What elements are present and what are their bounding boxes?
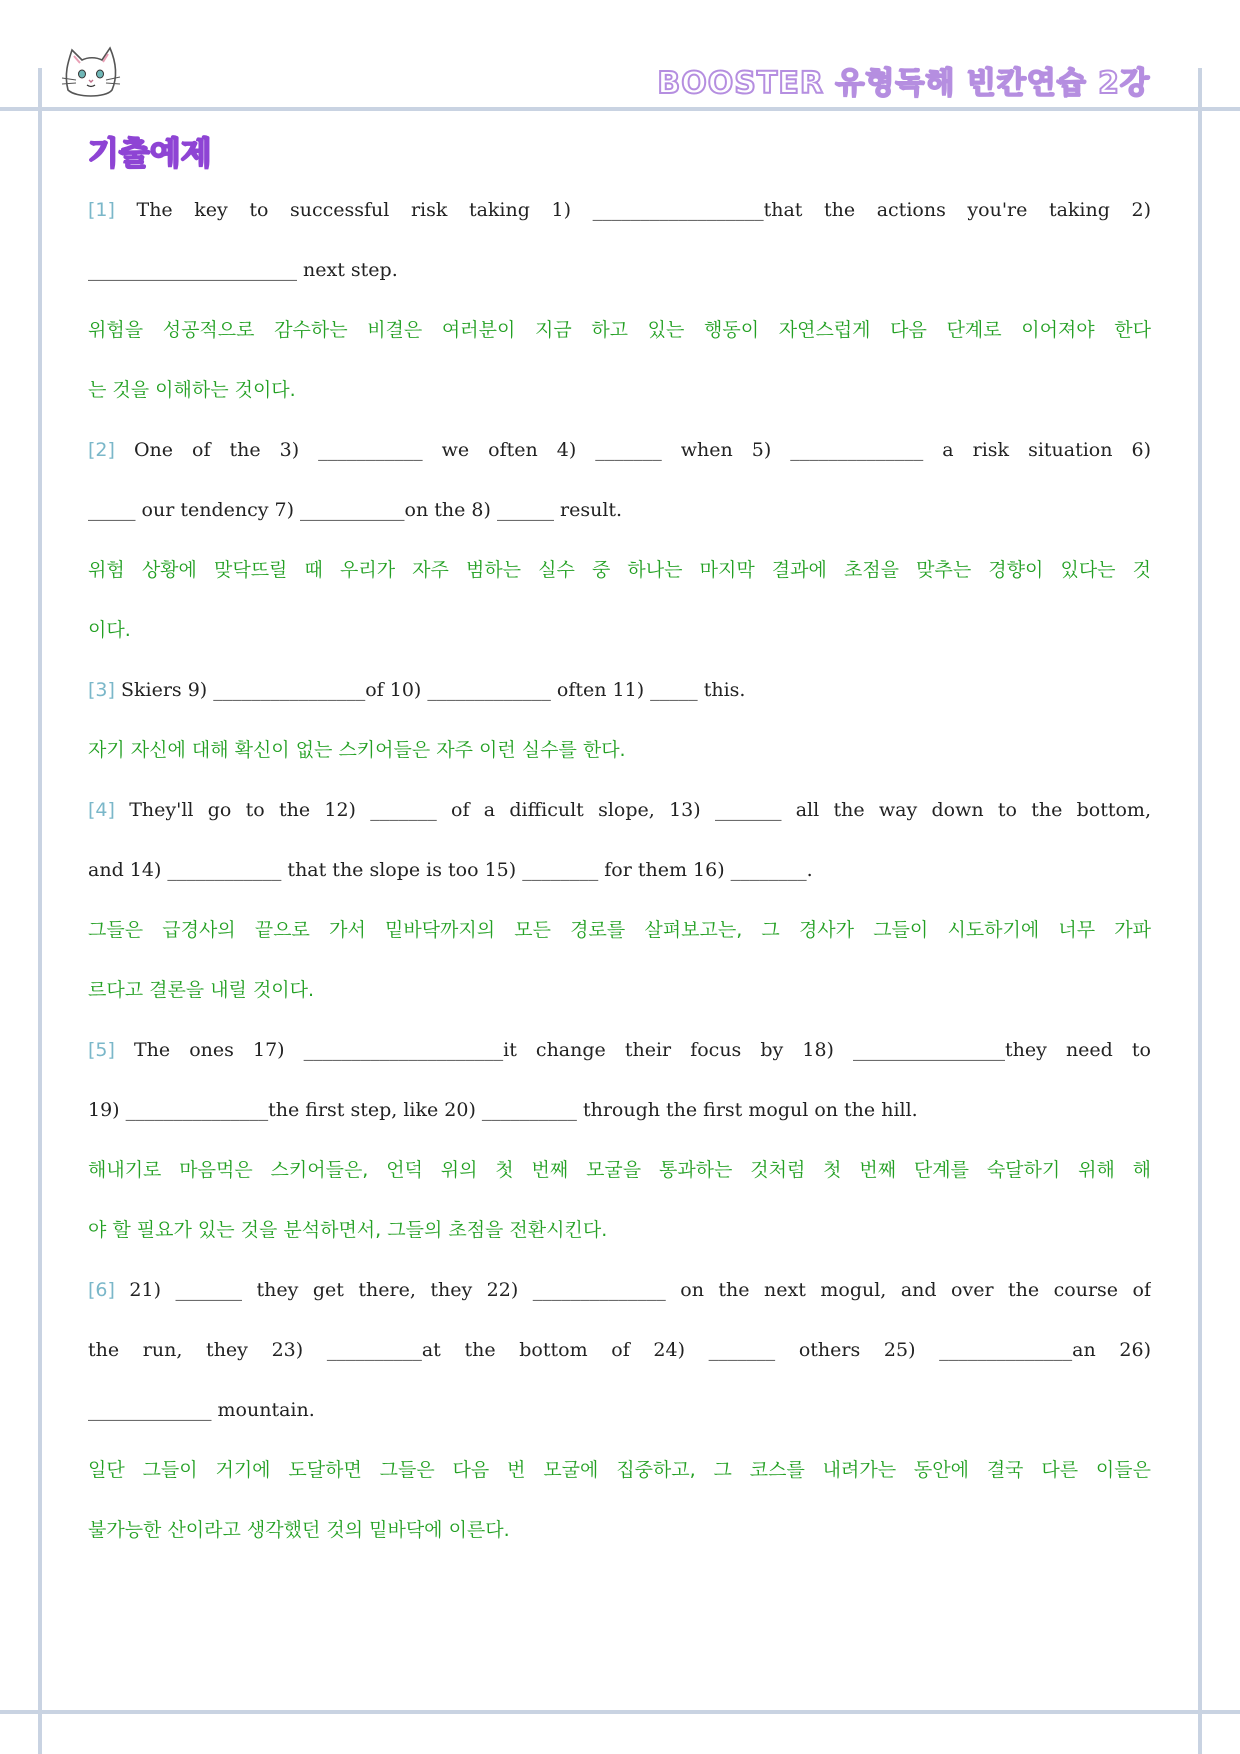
left-margin-rule: [38, 68, 42, 1754]
line-text: 해내기로 마음먹은 스키어들은, 언덕 위의 첫 번째 모굴을 통과하는 것처럼 첫 번째 단계를 숙달하기 위해 해: [88, 1159, 1151, 1181]
footer-rule: [0, 1710, 1240, 1714]
korean-translation-line: [88, 1440, 1151, 1500]
sentence-number: [4]: [88, 799, 115, 821]
section-title: 기출예제: [88, 134, 212, 172]
line-text: 르다고 결론을 내릴 것이다.: [88, 979, 315, 1001]
english-blank-line: [88, 1380, 1151, 1440]
line-text: 불가능한 산이라고 생각했던 것의 밑바닥에 이른다.: [88, 1519, 510, 1541]
korean-translation-line: [88, 540, 1151, 600]
english-blank-line: [88, 660, 1151, 720]
line-text: One of the 3) ___________ we often 4) _______ when 5) ______________ a risk situation 6): [133, 439, 1151, 461]
line-text: 21) _______ they get there, they 22) ______________ on the next mogul, and over the course of: [129, 1279, 1151, 1301]
sentence-number: [1]: [88, 199, 115, 221]
line-text: Skiers 9) ________________of 10) _____________ often 11) _____ this.: [120, 679, 746, 701]
english-blank-line: [88, 480, 1151, 540]
korean-translation-line: [88, 360, 1151, 420]
english-blank-line: [88, 780, 1151, 840]
right-margin-rule: [1198, 68, 1202, 1754]
korean-translation-line: [88, 1500, 1151, 1560]
sentence-number: [3]: [88, 679, 115, 701]
english-blank-line: [88, 420, 1151, 480]
line-text: The ones 17) _____________________it change their focus by 18) ________________they need to: [134, 1039, 1151, 1061]
korean-translation-line: [88, 960, 1151, 1020]
line-text: _____________ mountain.: [88, 1399, 315, 1421]
english-blank-line: [88, 1260, 1151, 1320]
header-rule: [0, 107, 1240, 111]
line-text: 는 것을 이해하는 것이다.: [88, 379, 296, 401]
english-blank-line: [88, 180, 1151, 240]
korean-translation-line: [88, 1200, 1151, 1260]
line-text: 자기 자신에 대해 확신이 없는 스키어들은 자주 이런 실수를 한다.: [88, 739, 626, 761]
line-text: 위험 상황에 맞닥뜨릴 때 우리가 자주 범하는 실수 중 하나는 마지막 결과에 초점을 맞추는 경향이 있다는 것: [88, 559, 1151, 581]
sentence-number: [2]: [88, 439, 115, 461]
cat-logo-icon: [60, 44, 122, 100]
line-text: 야 할 필요가 있는 것을 분석하면서, 그들의 초점을 전환시킨다.: [88, 1219, 608, 1241]
english-blank-line: [88, 840, 1151, 900]
korean-translation-line: [88, 900, 1151, 960]
line-text: 이다.: [88, 619, 131, 641]
exercise-body: [88, 180, 1151, 1560]
header-title: BOOSTER 유형독해 빈칸연습 2강: [657, 66, 1150, 101]
english-blank-line: [88, 1080, 1151, 1140]
english-blank-line: [88, 1320, 1151, 1380]
line-text: 그들은 급경사의 끝으로 가서 밑바닥까지의 모든 경로를 살펴보고는, 그 경사가 그들이 시도하기에 너무 가파: [88, 919, 1151, 941]
korean-translation-line: [88, 1140, 1151, 1200]
line-text: ______________________ next step.: [88, 259, 398, 281]
sentence-number: [6]: [88, 1279, 115, 1301]
line-text: 일단 그들이 거기에 도달하면 그들은 다음 번 모굴에 집중하고, 그 코스를 내려가는 동안에 결국 다른 이들은: [88, 1459, 1151, 1481]
sentence-number: [5]: [88, 1039, 115, 1061]
line-text: 위험을 성공적으로 감수하는 비결은 여러분이 지금 하고 있는 행동이 자연스럽게 다음 단계로 이어져야 한다: [88, 319, 1151, 341]
line-text: They'll go to the 12) _______ of a difficult slope, 13) _______ all the way down to the bottom,: [129, 799, 1151, 821]
english-blank-line: [88, 1020, 1151, 1080]
line-text: and 14) ____________ that the slope is too 15) ________ for them 16) ________.: [88, 859, 813, 881]
line-text: 19) _______________the first step, like 20) __________ through the first mogul on the hill.: [88, 1099, 918, 1121]
korean-translation-line: [88, 600, 1151, 660]
line-text: The key to successful risk taking 1) __________________that the actions you're taking 2): [136, 199, 1151, 221]
english-blank-line: [88, 240, 1151, 300]
line-text: the run, they 23) __________at the bottom of 24) _______ others 25) ______________an 26): [88, 1339, 1151, 1361]
korean-translation-line: [88, 720, 1151, 780]
line-text: _____ our tendency 7) ___________on the 8) ______ result.: [88, 499, 623, 521]
korean-translation-line: [88, 300, 1151, 360]
